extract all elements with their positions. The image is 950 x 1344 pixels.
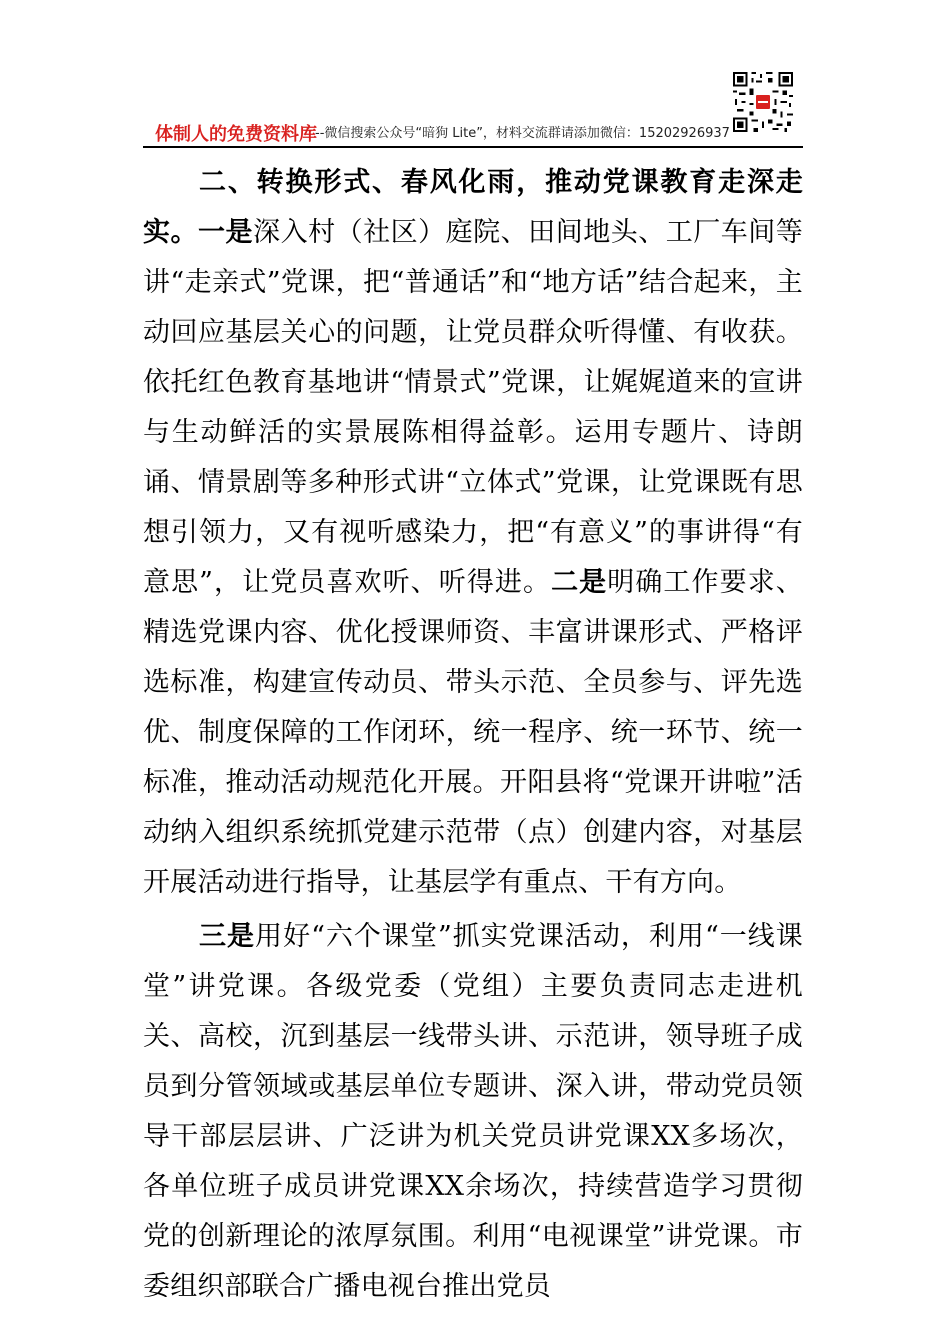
section-heading: 二、转换形式、春风化雨，推动党课教育走深走实。 xyxy=(143,167,803,248)
qr-code-icon xyxy=(733,72,793,132)
document-body xyxy=(143,158,803,1312)
header-tagline: --微信搜索公众号“暗狗 Lite”，材料交流群请添加微信：15202926937 xyxy=(315,126,730,141)
paragraph-text: 深入村（社区）庭院、田间地头、工厂车间等讲“走亲式”党课，把“普通话”和“地方话”结合起来，主动回应基层关心的问题，让党员群众听得懂、有收获。依托红色教育基地讲“情景式”党课，让娓娓道来的宣讲与生动鲜活的实景展陈相得益彰。运用专题片、诗朗诵、情景剧等多种形式讲“立体式”党课，让党课既有思想引领力，又有视听感染力，把“有意义”的事讲得“有意思”，让党员喜欢听、听得进。 xyxy=(143,217,803,598)
lead-term-two: 二是 xyxy=(551,567,608,598)
lead-term-one: 一是 xyxy=(198,217,254,248)
paragraph-point-three xyxy=(143,912,803,1312)
paragraph-section-two xyxy=(143,158,803,908)
brand-title: 体制人的免费资料库 xyxy=(155,124,317,145)
paragraph-text: 用好“六个课堂”抓实党课活动，利用“一线课堂”讲党课。各级党委（党组）主要负责同志走进机关、高校，沉到基层一线带头讲、示范讲，领导班子成员到分管领域或基层单位专题讲、深入讲，带动党员领导干部层层讲、广泛讲为机关党员讲党课XX多场次，各单位班子成员讲党课XX余场次，持续营造学习贯彻党的创新理论的浓厚氛围。利用“电视课堂”讲党课。市委组织部联合广播电视台推出党员 xyxy=(143,921,804,1302)
header-divider xyxy=(143,146,803,148)
lead-term-three: 三是 xyxy=(199,921,256,952)
paragraph-text: 明确工作要求、精选党课内容、优化授课师资、丰富讲课形式、严格评选标准，构建宣传动员、带头示范、全员参与、评先选优、制度保障的工作闭环，统一程序、统一环节、统一标准，推动活动规范化开展。开阳县将“党课开讲啦”活动纳入组织系统抓党建示范带（点）创建内容，对基层开展活动进行指导，让基层学有重点、干有方向。 xyxy=(143,567,803,898)
header-bar xyxy=(143,118,803,146)
